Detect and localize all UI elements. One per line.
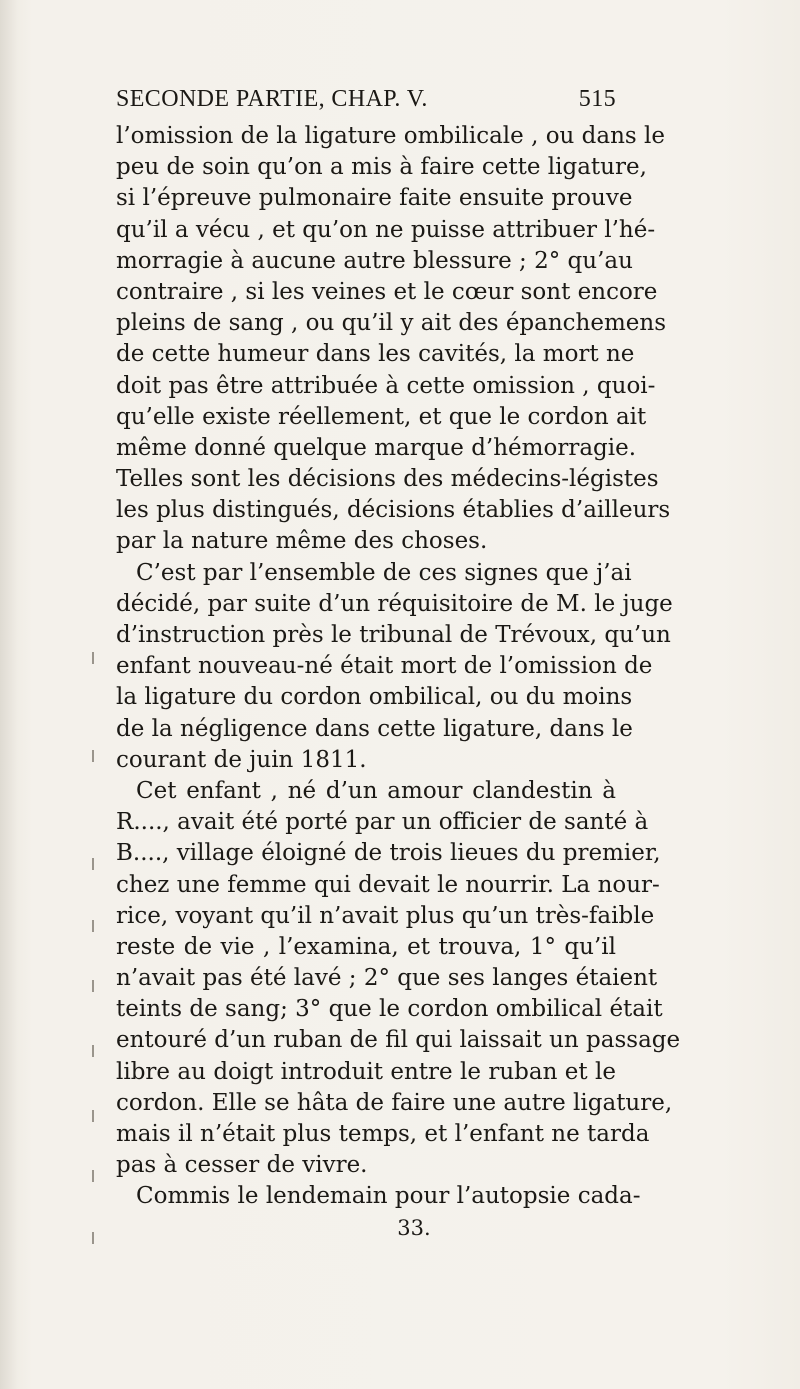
margin-tick xyxy=(92,1232,94,1244)
paragraph-start-line: Commis le lendemain pour l’autopsie cada- xyxy=(136,1183,641,1210)
text-line: la ligature du cordon ombilical, ou du moins xyxy=(116,684,633,711)
text-line: les plus distingués, décisions établies d’ailleurs xyxy=(116,497,671,524)
paragraph-end-line: pas à cesser de vivre. xyxy=(116,1152,368,1179)
text-line: de cette humeur dans les cavités, la mort ne xyxy=(116,341,635,368)
margin-tick xyxy=(92,1045,94,1057)
text-line: reste de vie , l’examina, et trouva, 1° qu’il xyxy=(116,933,616,960)
margin-tick xyxy=(92,1170,94,1182)
text-line: doit pas être attribuée à cette omission , quoi- xyxy=(116,372,656,399)
paragraph-start-line: C’est par l’ensemble de ces signes que j’ai xyxy=(136,559,632,586)
text-line: l’omission de la ligature ombilicale , ou dans le xyxy=(116,123,666,149)
text-line: entouré d’un ruban de fil qui laissait un passage xyxy=(116,1027,681,1054)
text-line: teints de sang; 3° que le cordon ombilical était xyxy=(116,996,663,1023)
signature-mark: 33. xyxy=(397,1215,431,1240)
text-line: morragie à aucune autre blessure ; 2° qu’au xyxy=(116,247,633,274)
page-number: 515 xyxy=(578,86,616,112)
margin-tick xyxy=(92,980,94,992)
text-line: peu de soin qu’on a mis à faire cette ligature, xyxy=(116,154,647,181)
margin-tick xyxy=(92,858,94,870)
gutter-shadow xyxy=(0,0,18,1389)
margin-tick xyxy=(92,1110,94,1122)
paragraph-end-line: par la nature même des choses. xyxy=(116,528,488,555)
text-line: contraire , si les veines et le cœur sont encore xyxy=(116,278,658,305)
text-line: chez une femme qui devait le nourrir. La nour- xyxy=(116,871,660,898)
body-text xyxy=(116,121,681,1244)
text-line: décidé, par suite d’un réquisitoire de M. le juge xyxy=(116,590,673,617)
text-line: B...., village éloigné de trois lieues du premier, xyxy=(116,840,661,867)
text-line: mais il n’était plus temps, et l’enfant ne tarda xyxy=(116,1121,650,1147)
margin-tick xyxy=(92,920,94,932)
text-line: cordon. Elle se hâta de faire une autre ligature, xyxy=(116,1089,673,1116)
running-head xyxy=(116,86,616,116)
text-line: si l’épreuve pulmonaire faite ensuite prouve xyxy=(116,185,633,212)
paragraph-start-line: Cet enfant , né d’un amour clandestin à xyxy=(136,777,616,804)
text-line: qu’elle existe réellement, et que le cordon ait xyxy=(116,403,647,430)
text-line: d’instruction près le tribunal de Trévoux, qu’un xyxy=(116,622,671,648)
text-line: qu’il a vécu , et qu’on ne puisse attribuer l’hé- xyxy=(116,216,656,243)
text-line: rice, voyant qu’il n’avait plus qu’un très-faible xyxy=(116,902,655,929)
running-head-title: SECONDE PARTIE, CHAP. V. xyxy=(116,86,428,112)
margin-ticks xyxy=(84,640,104,1260)
text-line: pleins de sang , ou qu’il y ait des épanchemens xyxy=(116,310,667,337)
margin-tick xyxy=(92,750,94,762)
text-line: enfant nouveau-né était mort de l’omission de xyxy=(116,653,653,680)
paragraph-end-line: courant de juin 1811. xyxy=(116,746,367,773)
text-line: libre au doigt introduit entre le ruban et le xyxy=(116,1058,616,1085)
text-line: de la négligence dans cette ligature, dans le xyxy=(116,715,633,742)
text-line: même donné quelque marque d’hémorragie. xyxy=(116,434,637,461)
text-line: R...., avait été porté par un officier de santé à xyxy=(116,809,649,836)
margin-tick xyxy=(92,652,94,664)
text-line: Telles sont les décisions des médecins-légistes xyxy=(116,466,659,493)
text-line: n’avait pas été lavé ; 2° que ses langes étaient xyxy=(116,965,658,992)
